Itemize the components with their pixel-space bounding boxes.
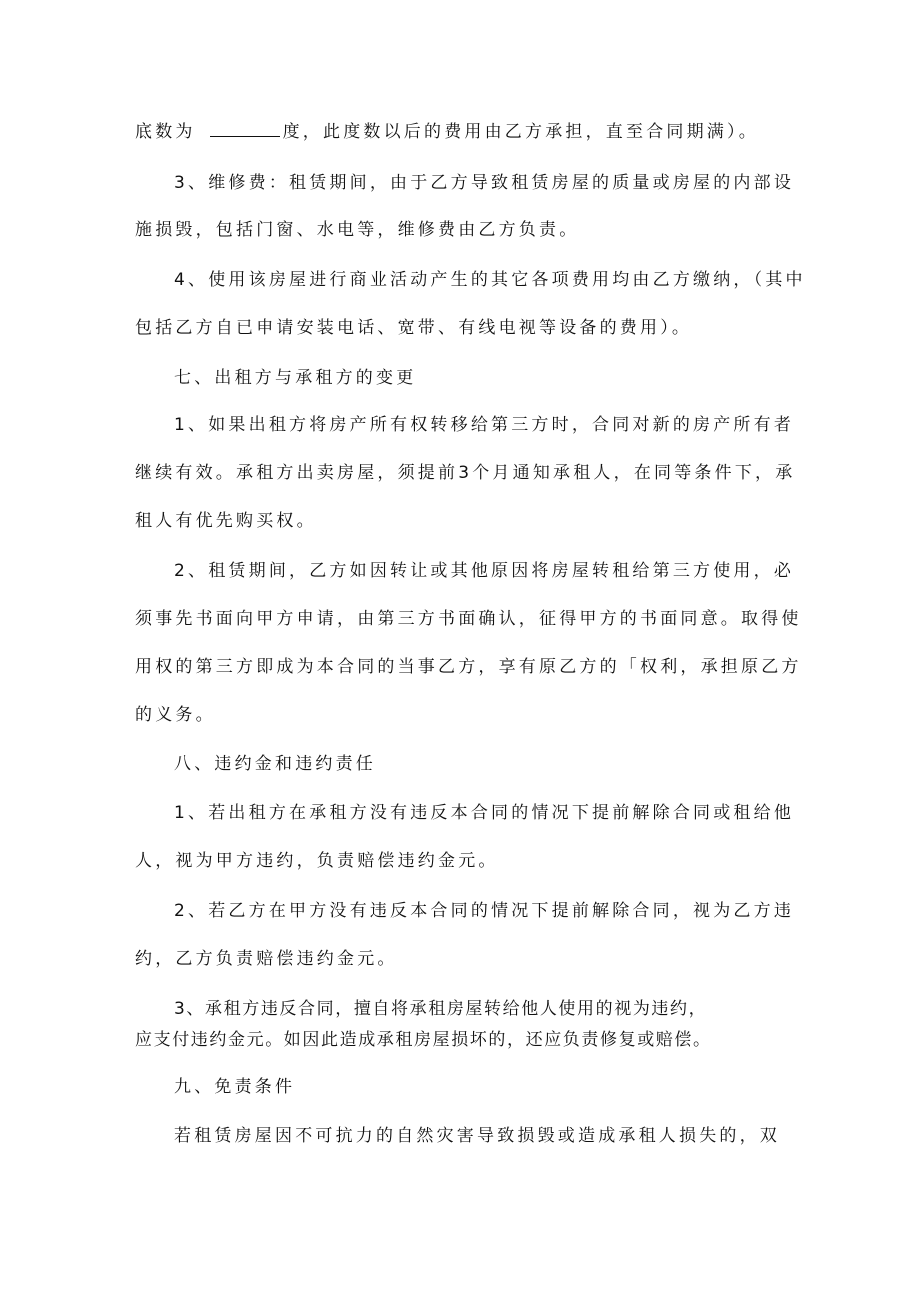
- repair-fee-line-2: 施损毁，包括门窗、水电等，维修费由乙方负责。: [135, 220, 580, 240]
- meter-reading-prefix: 底数为: [135, 122, 196, 142]
- other-fees-line-1: 4、使用该房屋进行商业活动产生的其它各项费用均由乙方缴纳，（其中: [174, 270, 806, 290]
- s7-item-1-line-3: 租人有优先购买权。: [135, 511, 317, 531]
- s8-item-1-line-2: 人，视为甲方违约，负责赔偿违约金元。: [135, 851, 499, 871]
- section-7-title: 七、出租方与承租方的变更: [174, 368, 417, 388]
- s7-item-1-line-1: 1、如果出租方将房产所有权转移给第三方时，合同对新的房产所有者: [174, 415, 795, 435]
- meter-reading-line: [135, 120, 759, 144]
- s8-item-3-line-2: 应支付违约金元。如因此造成承租房屋损坏的，还应负责修复或赔偿。: [135, 1030, 712, 1050]
- repair-fee-line-1: 3、维修费：租赁期间，由于乙方导致租赁房屋的质量或房屋的内部设: [174, 173, 795, 193]
- s7-item-1-line-2: 继续有效。承租方出卖房屋，须提前3个月通知承租人，在同等条件下，承: [135, 463, 796, 483]
- s7-item-2-line-3: 用权的第三方即成为本合同的当事乙方，享有原乙方的「权利，承担原乙方: [135, 657, 802, 677]
- s8-item-3-line-1: 3、承租方违反合同，擅自将承租房屋转给他人使用的视为违约，: [174, 999, 708, 1019]
- s7-item-2-line-4: 的义务。: [135, 705, 216, 725]
- section-8-title: 八、违约金和违约责任: [174, 754, 376, 774]
- other-fees-line-2: 包括乙方自已申请安装电话、宽带、有线电视等设备的费用）。: [135, 318, 693, 338]
- s9-line-1: 若租赁房屋因不可抗力的自然灾害导致损毁或造成承租人损失的，双: [174, 1126, 780, 1146]
- s8-item-2-line-2: 约，乙方负责赔偿违约金元。: [135, 949, 398, 969]
- meter-reading-blank: [210, 122, 280, 137]
- meter-reading-suffix: 度，此度数以后的费用由乙方承担，直至合同期满）。: [282, 122, 759, 142]
- s8-item-2-line-1: 2、若乙方在甲方没有违反本合同的情况下提前解除合同，视为乙方违: [174, 901, 795, 921]
- s8-item-1-line-1: 1、若出租方在承租方没有违反本合同的情况下提前解除合同或租给他: [174, 803, 795, 823]
- s7-item-2-line-1: 2、租赁期间，乙方如因转让或其他原因将房屋转租给第三方使用，必: [174, 561, 795, 581]
- s7-item-2-line-2: 须事先书面向甲方申请，由第三方书面确认，征得甲方的书面同意。取得使: [135, 609, 802, 629]
- section-9-title: 九、免责条件: [174, 1077, 296, 1097]
